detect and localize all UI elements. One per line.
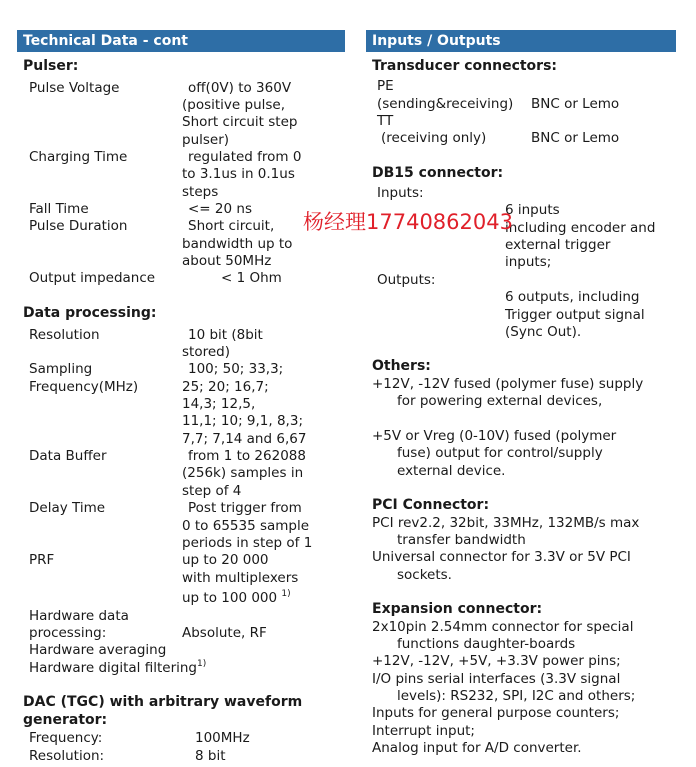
data-processing-heading: Data processing:	[23, 305, 157, 321]
prf-value-2: with multiplexers	[182, 570, 299, 586]
fall-time-value: <= 20 ns	[188, 201, 252, 217]
pulse-voltage-value-4: pulser)	[182, 132, 230, 148]
dac-heading-1: DAC (TGC) with arbitrary waveform	[23, 694, 303, 710]
resolution-value-1: 10 bit (8bit	[188, 327, 263, 343]
sampling-value-3: 14,3; 12,5,	[182, 396, 256, 412]
pci-heading: PCI Connector:	[372, 497, 490, 513]
dac-resolution-label: Resolution:	[29, 748, 105, 764]
output-impedance-label: Output impedance	[29, 270, 156, 286]
others-line2-b: fuse) output for control/supply	[397, 445, 603, 461]
others-line1-a: +12V, -12V fused (polymer fuse) supply	[372, 376, 644, 392]
expansion-line6: Analog input for A/D converter.	[372, 740, 582, 756]
sampling-label-2: Frequency(MHz)	[29, 379, 139, 395]
data-buffer-value-3: step of 4	[182, 483, 242, 499]
hw-averaging-label: Hardware averaging	[29, 642, 167, 658]
expansion-line3-a: I/O pins serial interfaces (3.3V signal	[372, 671, 621, 687]
db15-inputs-value-2: including encoder and	[505, 220, 656, 236]
pe-label: PE	[377, 78, 394, 94]
db15-inputs-value-4: inputs;	[505, 254, 552, 270]
hw-filtering-footnote: 1)	[197, 659, 207, 669]
pe-desc: (sending&receiving)	[377, 96, 514, 112]
prf-footnote: 1)	[281, 589, 291, 599]
tt-desc: (receiving only)	[381, 130, 487, 146]
pulse-duration-value-1: Short circuit,	[188, 218, 275, 234]
others-line2-a: +5V or Vreg (0-10V) fused (polymer	[372, 428, 617, 444]
pulser-heading: Pulser:	[23, 58, 79, 74]
expansion-line1-a: 2x10pin 2.54mm connector for special	[372, 619, 634, 635]
pci-line1-b: transfer bandwidth	[397, 532, 526, 548]
prf-value-3-text: up to 100 000	[182, 590, 278, 606]
db15-outputs-value-3: (Sync Out).	[505, 324, 582, 340]
others-line2-c: external device.	[397, 463, 506, 479]
db15-outputs-value-2: Trigger output signal	[505, 307, 645, 323]
delay-time-label: Delay Time	[29, 500, 106, 516]
data-buffer-value-2: (256k) samples in	[182, 465, 304, 481]
data-buffer-value-1: from 1 to 262088	[188, 448, 306, 464]
pulse-duration-label: Pulse Duration	[29, 218, 128, 234]
pe-connector: BNC or Lemo	[531, 96, 620, 112]
pulse-duration-value-2: bandwidth up to	[182, 236, 293, 252]
sampling-value-4: 11,1; 10; 9,1, 8,3;	[182, 413, 303, 429]
hw-filtering-label	[29, 660, 206, 677]
dac-heading-2: generator:	[23, 712, 108, 728]
prf-value-3	[182, 590, 291, 607]
delay-time-value-1: Post trigger from	[188, 500, 302, 516]
dac-frequency-label: Frequency:	[29, 730, 103, 746]
prf-value-1: up to 20 000	[182, 552, 269, 568]
expansion-line5: Interrupt input;	[372, 723, 475, 739]
charging-time-value-3: steps	[182, 184, 219, 200]
expansion-line4: Inputs for general purpose counters;	[372, 705, 620, 721]
pulse-voltage-value-1: off(0V) to 360V	[188, 80, 292, 96]
pulse-voltage-value-2: (positive pulse,	[182, 97, 286, 113]
data-buffer-label: Data Buffer	[29, 448, 107, 464]
pulse-voltage-value-3: Short circuit step	[182, 114, 298, 130]
sampling-value-2: 25; 20; 16,7;	[182, 379, 269, 395]
db15-heading: DB15 connector:	[372, 165, 504, 181]
sampling-label-1: Sampling	[29, 361, 93, 377]
section-header-inputs-outputs: Inputs / Outputs	[366, 30, 676, 52]
sampling-value-1: 100; 50; 33,3;	[188, 361, 284, 377]
charging-time-label: Charging Time	[29, 149, 128, 165]
expansion-line1-b: functions daughter-boards	[397, 636, 576, 652]
hw-processing-label-2: processing:	[29, 625, 107, 641]
db15-outputs-value-1: 6 outputs, including	[505, 289, 640, 305]
others-heading: Others:	[372, 358, 431, 374]
expansion-heading: Expansion connector:	[372, 601, 543, 617]
output-impedance-value: < 1 Ohm	[221, 270, 282, 286]
charging-time-value-1: regulated from 0	[188, 149, 302, 165]
db15-inputs-value-1: 6 inputs	[505, 202, 560, 218]
pulse-voltage-label: Pulse Voltage	[29, 80, 120, 96]
fall-time-label: Fall Time	[29, 201, 89, 217]
delay-time-value-2: 0 to 65535 sample	[182, 518, 310, 534]
db15-inputs-value-3: external trigger	[505, 237, 611, 253]
tt-label: TT	[377, 113, 394, 129]
resolution-value-2: stored)	[182, 344, 230, 360]
hw-filtering-text: Hardware digital filtering	[29, 660, 197, 676]
prf-label: PRF	[29, 552, 55, 568]
pci-line2-a: Universal connector for 3.3V or 5V PCI	[372, 549, 631, 565]
dac-frequency-value: 100MHz	[195, 730, 250, 746]
sampling-value-5: 7,7; 7,14 and 6,67	[182, 431, 307, 447]
resolution-label: Resolution	[29, 327, 100, 343]
watermark-text: 杨经理17740862043	[303, 210, 513, 234]
expansion-line2: +12V, -12V, +5V, +3.3V power pins;	[372, 653, 621, 669]
hw-processing-label-1: Hardware data	[29, 608, 129, 624]
section-header-technical-data: Technical Data - cont	[17, 30, 345, 52]
transducer-heading: Transducer connectors:	[372, 58, 558, 74]
db15-outputs-label: Outputs:	[377, 272, 436, 288]
others-line1-b: for powering external devices,	[397, 393, 603, 409]
pulse-duration-value-3: about 50MHz	[182, 253, 272, 269]
db15-inputs-label: Inputs:	[377, 185, 424, 201]
dac-resolution-value: 8 bit	[195, 748, 226, 764]
pci-line1-a: PCI rev2.2, 32bit, 33MHz, 132MB/s max	[372, 515, 640, 531]
tt-connector: BNC or Lemo	[531, 130, 620, 146]
delay-time-value-3: periods in step of 1	[182, 535, 313, 551]
charging-time-value-2: to 3.1us in 0.1us	[182, 166, 295, 182]
expansion-line3-b: levels): RS232, SPI, I2C and others;	[397, 688, 636, 704]
pci-line2-b: sockets.	[397, 567, 452, 583]
hw-processing-value: Absolute, RF	[182, 625, 267, 641]
